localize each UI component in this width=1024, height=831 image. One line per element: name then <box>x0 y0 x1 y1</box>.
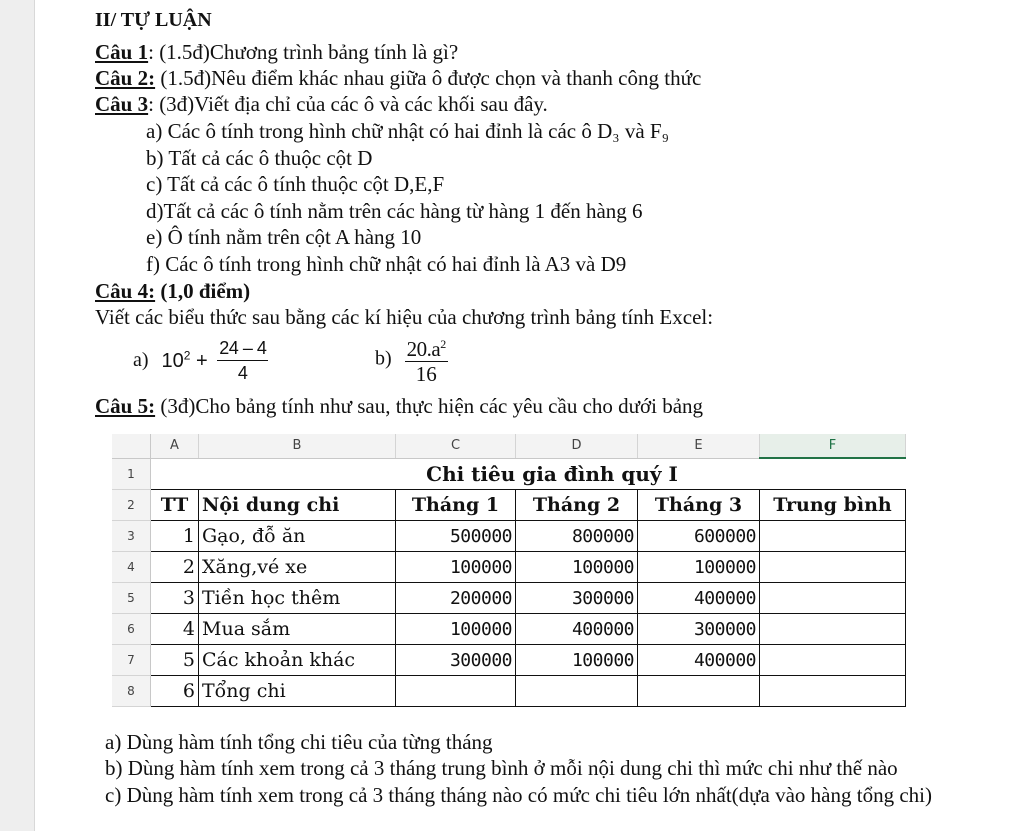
row-number: 1 <box>112 458 151 490</box>
question-3-text: : (3đ)Viết địa chỉ của các ô và các khối sau đây. <box>148 92 548 116</box>
expression-a-fraction <box>217 336 268 385</box>
expression-a-plus: + <box>196 349 208 372</box>
row-number: 6 <box>112 614 151 645</box>
column-letter-f: F <box>760 434 906 458</box>
table-row <box>112 583 906 614</box>
table-title: Chi tiêu gia đình quý I <box>199 458 906 490</box>
expression-b-numerator <box>405 332 448 362</box>
question-3-item-d: d)Tất cả các ô tính nằm trên các hàng từ hàng 1 đến hàng 6 <box>146 199 643 223</box>
question-3-item-c: c) Tất cả các ô tính thuộc cột D,E,F <box>146 172 445 196</box>
header-month-3: Tháng 3 <box>638 490 760 521</box>
question-1-label: Câu 1 <box>95 40 149 64</box>
question-3-item-a: a) Các ô tính trong hình chữ nhật có hai đỉnh là các ô D₃ và F₉ <box>146 119 669 143</box>
cell-average <box>760 552 906 583</box>
question-3-item-e: e) Ô tính nằm trên cột A hàng 10 <box>146 225 422 249</box>
expression-b-denominator: 16 <box>415 362 437 386</box>
cell-month-2: 800000 <box>516 521 638 552</box>
question-2 <box>95 66 701 90</box>
table-row <box>112 521 906 552</box>
cell-content: Tổng chi <box>199 676 396 707</box>
expression-b-numerator-exponent: 2 <box>440 337 446 351</box>
header-month-1: Tháng 1 <box>396 490 516 521</box>
cell-tt: 6 <box>151 676 199 707</box>
header-month-2: Tháng 2 <box>516 490 638 521</box>
page-margin-strip <box>0 0 35 831</box>
cell-content: Tiền học thêm <box>199 583 396 614</box>
table-row <box>112 458 906 490</box>
question-3-item-f: f) Các ô tính trong hình chữ nhật có hai đỉnh là A3 và D9 <box>146 252 627 276</box>
cell-average <box>760 521 906 552</box>
expression-b-fraction <box>405 332 448 386</box>
expression-a-base: 10 <box>161 349 184 372</box>
cell-month-3: 600000 <box>638 521 760 552</box>
spreadsheet-image <box>112 434 906 707</box>
cell-month-3: 400000 <box>638 583 760 614</box>
header-tt: TT <box>151 490 199 521</box>
section-title: II/ TỰ LUẬN <box>95 9 212 31</box>
cell-tt: 5 <box>151 645 199 676</box>
question-5-task-b: b) Dùng hàm tính xem trong cả 3 tháng trung bình ở mỗi nội dung chi thì mức chi như thế nào <box>105 756 898 780</box>
column-letter-a: A <box>151 434 199 458</box>
cell-average <box>760 645 906 676</box>
column-header-row <box>112 434 906 458</box>
cell-content: Gạo, đỗ ăn <box>199 521 396 552</box>
cell-content: Mua sắm <box>199 614 396 645</box>
header-average: Trung bình <box>760 490 906 521</box>
cell-month-3: 400000 <box>638 645 760 676</box>
question-5-text: (3đ)Cho bảng tính như sau, thực hiện các yêu cầu cho dưới bảng <box>155 394 704 418</box>
question-4-instruction: Viết các biểu thức sau bằng các kí hiệu của chương trình bảng tính Excel: <box>95 305 714 329</box>
expression-b <box>375 332 448 386</box>
cell-month-2: 300000 <box>516 583 638 614</box>
cell-month-1 <box>396 676 516 707</box>
cell-tt: 1 <box>151 521 199 552</box>
expression-a <box>133 336 268 385</box>
expression-a-denominator: 4 <box>237 363 248 383</box>
question-4-label: Câu 4: <box>95 279 156 303</box>
row-number: 5 <box>112 583 151 614</box>
row-number: 2 <box>112 490 151 521</box>
question-2-text: (1.5đ)Nêu điểm khác nhau giữa ô được chọn và thanh công thức <box>155 66 702 90</box>
question-5-task-c: c) Dùng hàm tính xem trong cả 3 tháng tháng nào có mức chi tiêu lớn nhất(dựa vào hàng tổng chi) <box>105 783 932 807</box>
table-row <box>112 645 906 676</box>
table-row <box>112 614 906 645</box>
cell-month-1: 200000 <box>396 583 516 614</box>
cell-month-3: 100000 <box>638 552 760 583</box>
cell-average <box>760 583 906 614</box>
cell-month-1: 100000 <box>396 552 516 583</box>
table-row <box>112 552 906 583</box>
cell-content: Xăng,vé xe <box>199 552 396 583</box>
question-1-text: : (1.5đ)Chương trình bảng tính là gì? <box>148 40 459 64</box>
question-5-task-a: a) Dùng hàm tính tổng chi tiêu của từng tháng <box>105 730 493 754</box>
cell-month-1: 300000 <box>396 645 516 676</box>
cell-month-2 <box>516 676 638 707</box>
cell-tt: 2 <box>151 552 199 583</box>
cell-average <box>760 614 906 645</box>
cell-month-1: 100000 <box>396 614 516 645</box>
question-4-points: (1,0 điểm) <box>155 279 251 303</box>
cell-average <box>760 676 906 707</box>
cell-tt: 4 <box>151 614 199 645</box>
question-3-item-b: b) Tất cả các ô thuộc cột D <box>146 146 373 170</box>
expression-a-exponent: 2 <box>183 348 191 363</box>
expression-a-label: a) <box>133 349 149 371</box>
question-3-label: Câu 3 <box>95 92 149 116</box>
expression-b-numerator-base: 20.a <box>406 337 441 361</box>
question-3 <box>95 92 548 116</box>
cell-month-1: 500000 <box>396 521 516 552</box>
table-header-row <box>112 490 906 521</box>
cell-tt: 3 <box>151 583 199 614</box>
cell-content: Các khoản khác <box>199 645 396 676</box>
table-row <box>112 676 906 707</box>
row-number: 8 <box>112 676 151 707</box>
expression-b-label: b) <box>375 347 392 370</box>
column-letter-c: C <box>396 434 516 458</box>
cell-month-2: 100000 <box>516 552 638 583</box>
cell-month-3: 300000 <box>638 614 760 645</box>
expression-a-numerator: 24 – 4 <box>217 336 268 361</box>
cell-month-2: 100000 <box>516 645 638 676</box>
column-letter-e: E <box>638 434 760 458</box>
corner-cell <box>112 434 151 458</box>
cell-month-2: 400000 <box>516 614 638 645</box>
column-letter-d: D <box>516 434 638 458</box>
cell-month-3 <box>638 676 760 707</box>
row-number: 4 <box>112 552 151 583</box>
column-letter-b: B <box>199 434 396 458</box>
question-5 <box>95 394 703 418</box>
question-1 <box>95 40 458 64</box>
question-4 <box>95 279 250 303</box>
header-content: Nội dung chi <box>199 490 396 521</box>
row-number: 7 <box>112 645 151 676</box>
question-2-label: Câu 2: <box>95 66 156 90</box>
question-5-label: Câu 5: <box>95 394 156 418</box>
row-number: 3 <box>112 521 151 552</box>
